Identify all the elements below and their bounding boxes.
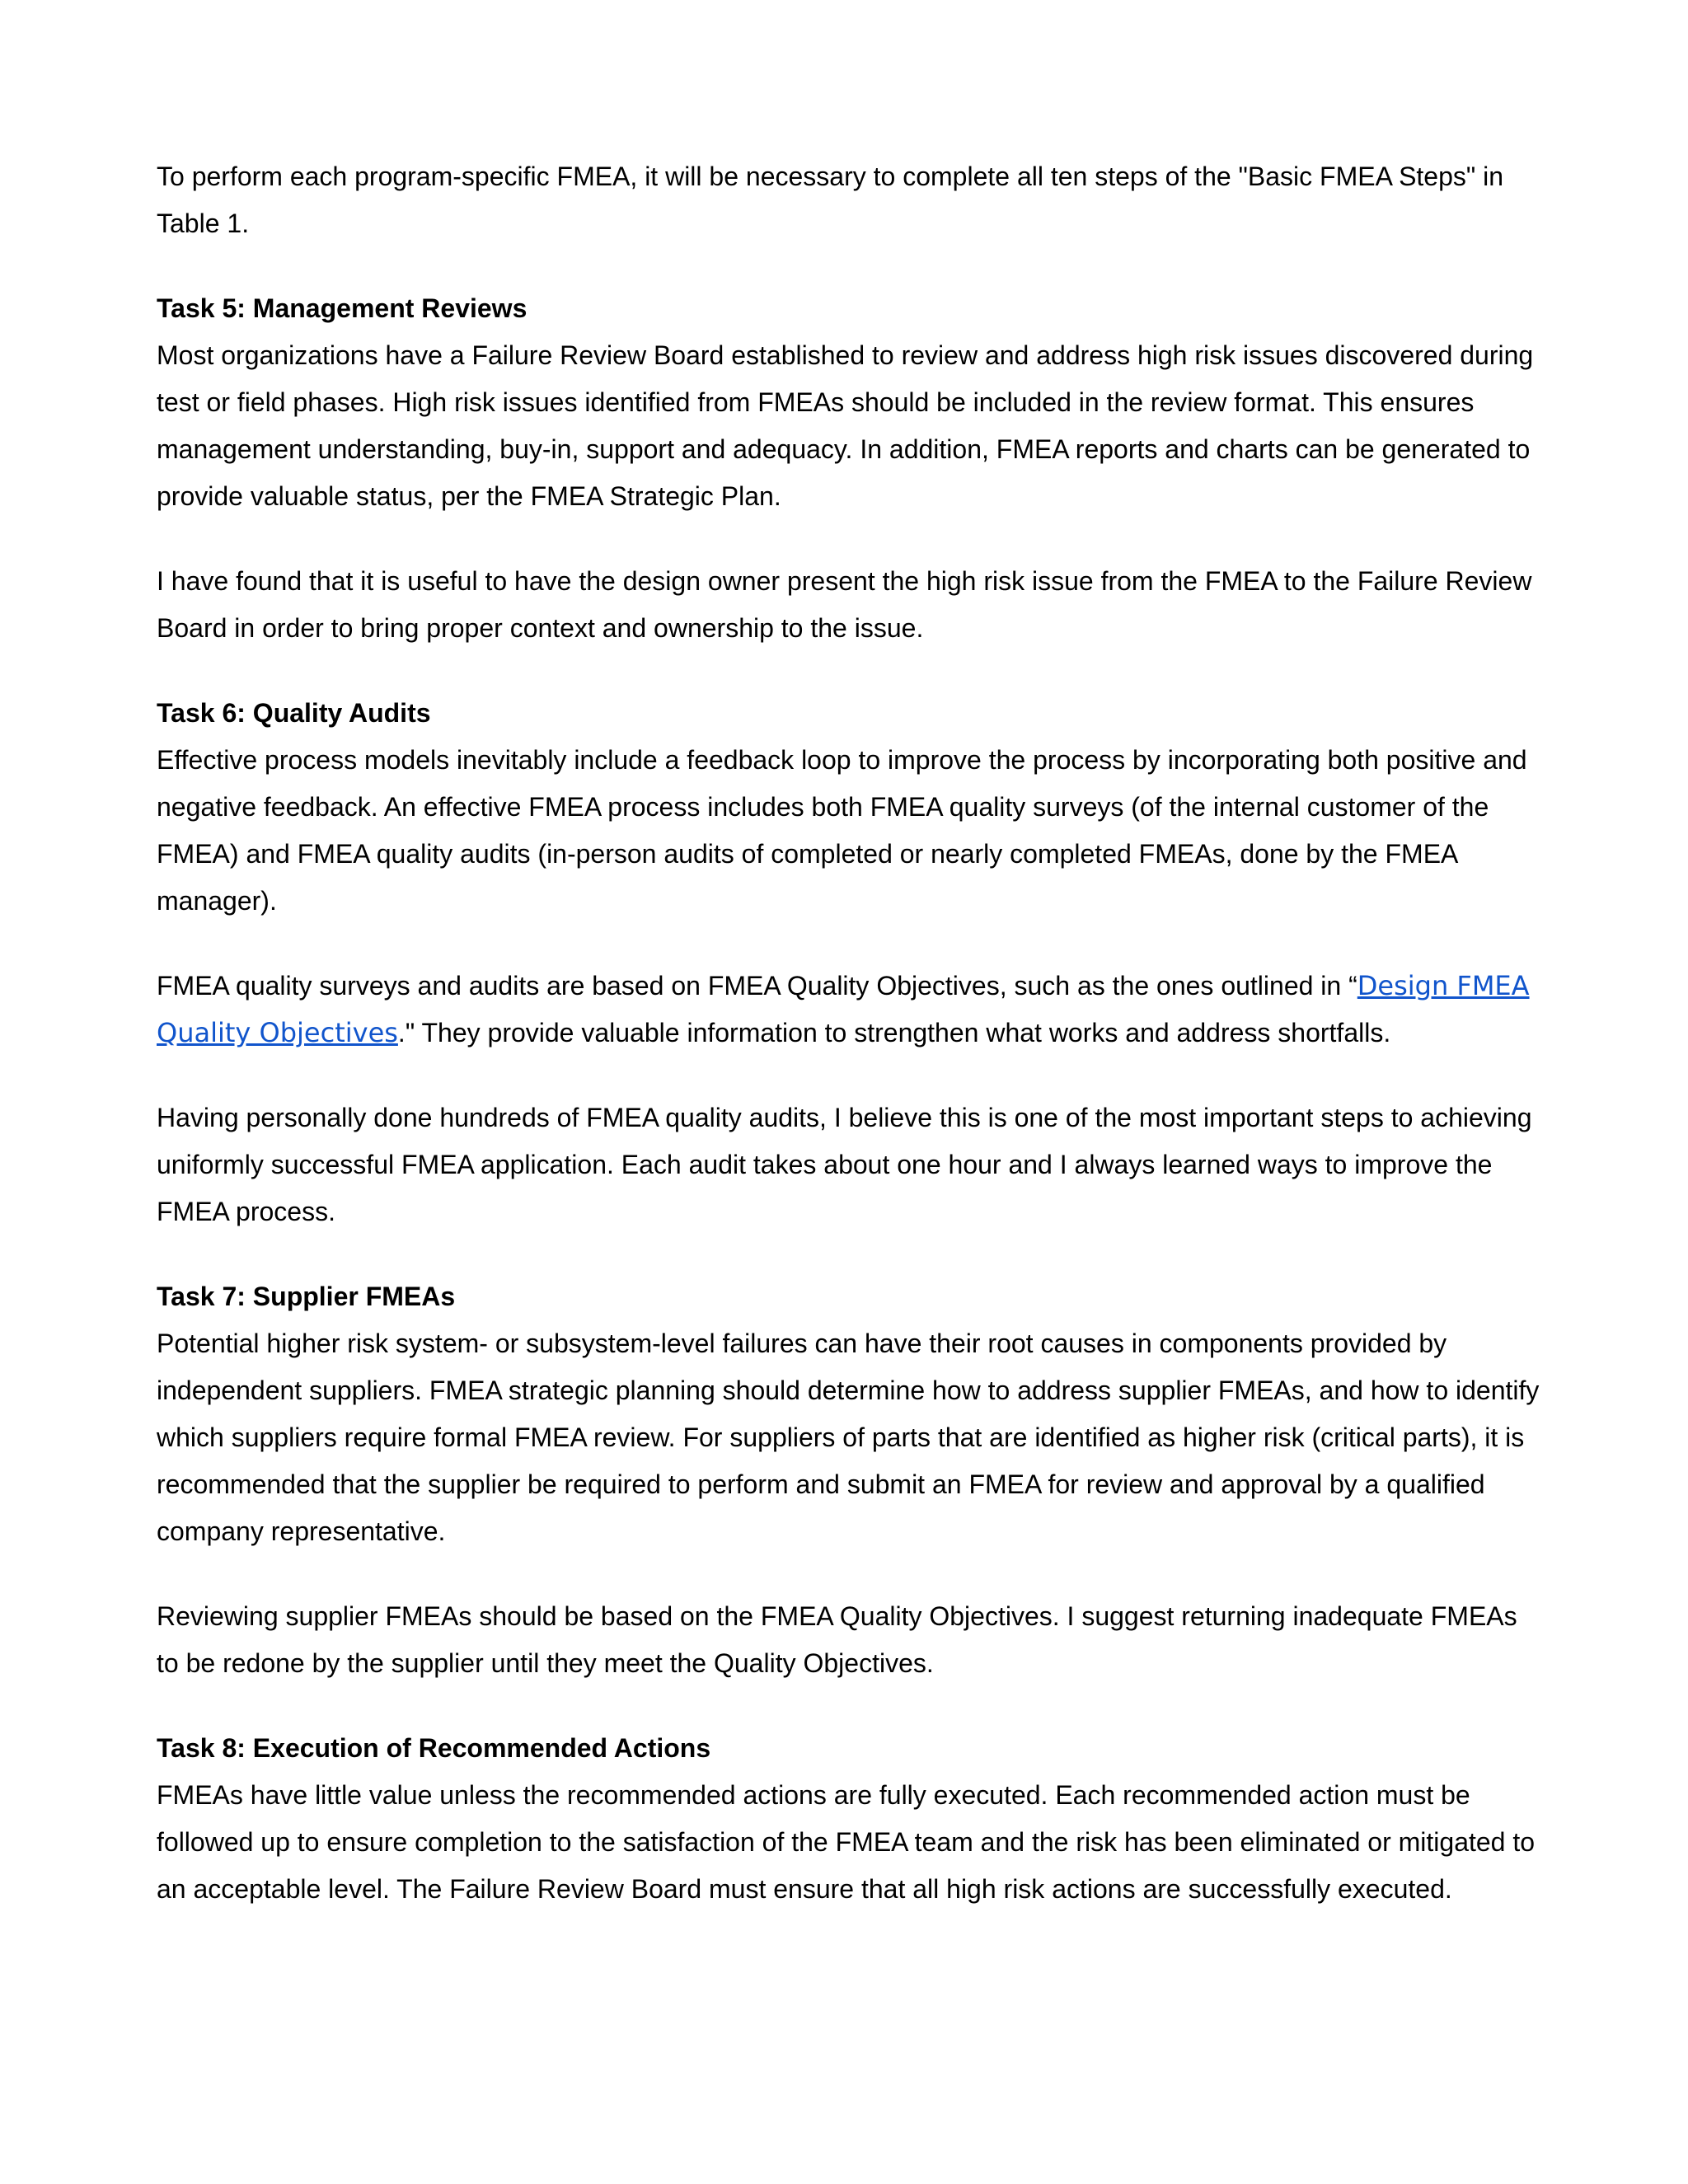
task-5-heading: Task 5: Management Reviews — [157, 293, 528, 323]
task-7-paragraph-2: Reviewing supplier FMEAs should be based on the FMEA Quality Objectives. I suggest returning inadequate FMEAs to be redone by the supplier until they meet the Quality Objectives. — [157, 1601, 1517, 1678]
document-page — [157, 153, 1541, 1913]
task-5-paragraph-1: Most organizations have a Failure Review Board established to review and address high risk issues discovered during test or field phases. High risk issues identified from FMEAs should be included in the review format. This ensures management understanding, buy-in, support and adequacy. In addition, FMEA reports and charts can be generated to provide valuable status, per the FMEA Strategic Plan. — [157, 340, 1534, 511]
task-6-paragraph-3: Having personally done hundreds of FMEA quality audits, I believe this is one of the most important steps to achieving uniformly successful FMEA application. Each audit takes about one hour and I always learned ways to improve the FMEA process. — [157, 1103, 1532, 1226]
task-6-paragraph-2-text-before: FMEA quality surveys and audits are based on FMEA Quality Objectives, such as the ones outlined in “ — [157, 971, 1357, 1001]
design-fmea-quality-objectives-link[interactable]: Design FMEA Quality Objectives — [157, 970, 1530, 1048]
task-8-section — [157, 1725, 1541, 1913]
task-6-paragraph-2 — [157, 963, 1541, 1057]
task-8-heading: Task 8: Execution of Recommended Actions — [157, 1733, 711, 1763]
task-7-paragraph-1: Potential higher risk system- or subsystem-level failures can have their root causes in components provided by independent suppliers. FMEA strategic planning should determine how to address supplier FMEAs, and how to identify which suppliers require formal FMEA review. For suppliers of parts that are identified as higher risk (critical parts), it is recommended that the supplier be required to perform and submit an FMEA for review and approval by a qualified company representative. — [157, 1329, 1540, 1546]
task-5-section — [157, 285, 1541, 652]
task-7-heading: Task 7: Supplier FMEAs — [157, 1282, 456, 1311]
task-7-section — [157, 1273, 1541, 1687]
task-8-paragraph-1: FMEAs have little value unless the recommended actions are fully executed. Each recommended action must be followed up to ensure completion to the satisfaction of the FMEA team and the risk has been eliminated or mitigated to an acceptable level. The Failure Review Board must ensure that all high risk actions are successfully executed. — [157, 1780, 1536, 1904]
task-6-section — [157, 690, 1541, 1235]
task-6-heading: Task 6: Quality Audits — [157, 698, 431, 728]
task-5-paragraph-2: I have found that it is useful to have the design owner present the high risk issue from the FMEA to the Failure Review Board in order to bring proper context and ownership to the issue. — [157, 566, 1532, 643]
task-6-paragraph-1: Effective process models inevitably include a feedback loop to improve the process by incorporating both positive and negative feedback. An effective FMEA process includes both FMEA quality surveys (of the internal customer of the FMEA) and FMEA quality audits (in-person audits of completed or nearly completed FMEAs, done by the FMEA manager). — [157, 745, 1527, 916]
task-6-paragraph-2-text-after: ." They provide valuable information to strengthen what works and address shortfalls. — [397, 1018, 1391, 1047]
intro-paragraph: To perform each program-specific FMEA, it will be necessary to complete all ten steps of the "Basic FMEA Steps" in Table 1. — [157, 162, 1504, 238]
